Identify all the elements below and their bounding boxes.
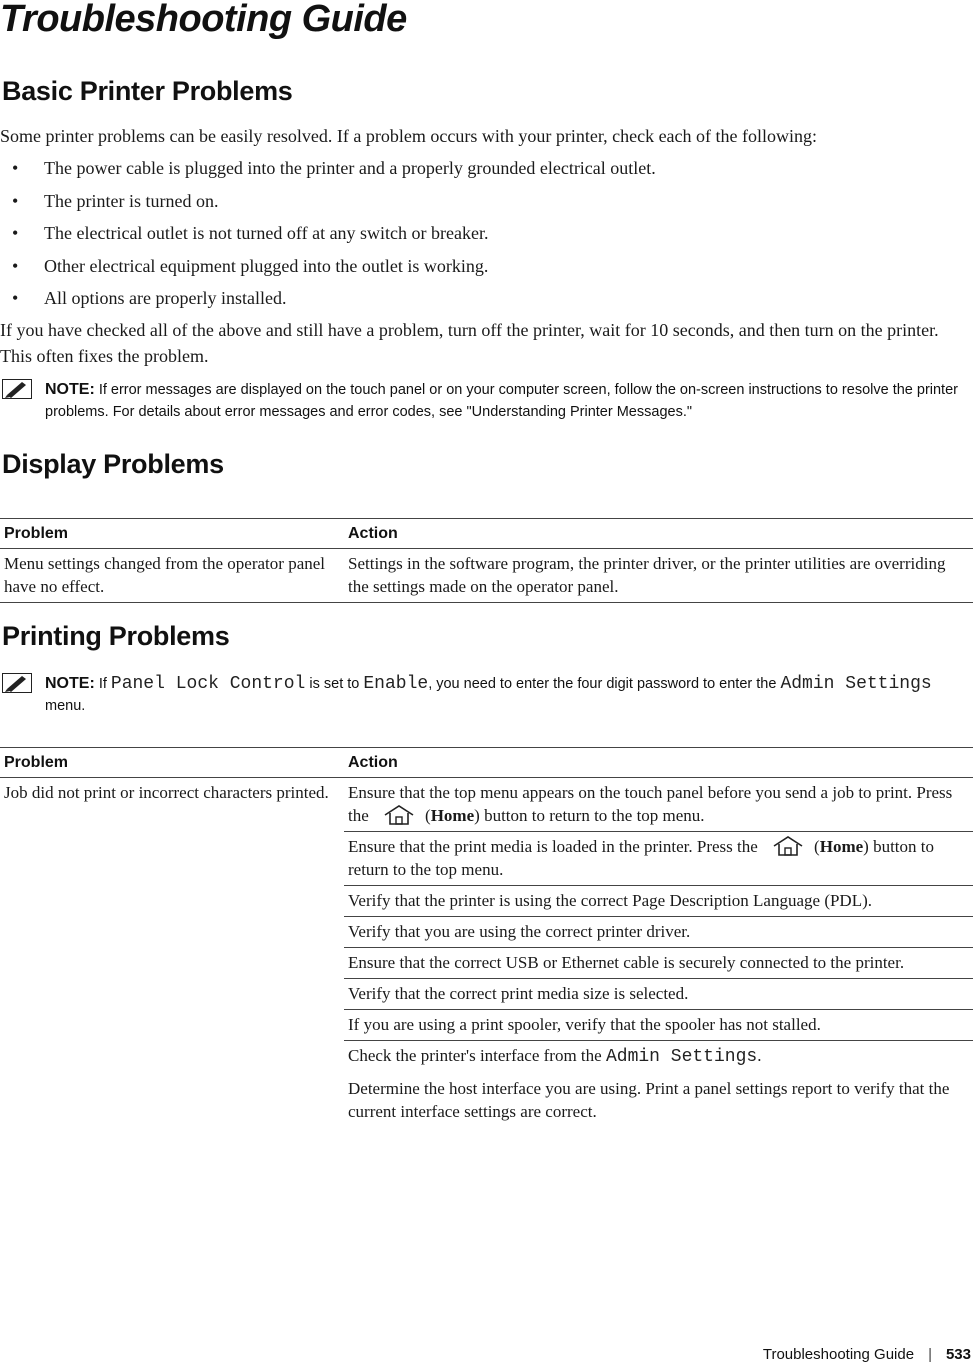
action-cell: Verify that the printer is using the correct Page Description Language (PDL).	[344, 886, 973, 917]
basic-followup: If you have checked all of the above and still have a problem, turn off the printer, wait for 10 seconds, and then turn on the printer. This often fixes the problem.	[0, 320, 939, 366]
column-header-action: Action	[344, 519, 973, 549]
menu-name-code: Admin Settings	[780, 674, 932, 694]
column-header-action: Action	[344, 748, 973, 778]
action-text: .	[757, 1046, 762, 1065]
list-item: • The printer is turned on.	[0, 187, 656, 220]
basic-intro: Some printer problems can be easily resolved. If a problem occurs with your printer, check each of the following:	[0, 126, 818, 146]
list-item: • The power cable is plugged into the printer and a properly grounded electrical outlet.	[0, 154, 656, 187]
footer-separator: |	[928, 1346, 932, 1363]
printing-note	[0, 673, 960, 717]
note-text: is set to	[309, 676, 360, 692]
note-text: If error messages are displayed on the touch panel or on your computer screen, follow the on-screen instructions to resolve the printer problems. For details about error messages and error codes, see "Understanding Printer Messages."	[45, 382, 958, 420]
action-text: Check the printer's interface from the	[348, 1046, 602, 1065]
problem-cell: Job did not print or incorrect characters printed.	[4, 783, 329, 802]
setting-name-code: Panel Lock Control	[110, 674, 306, 694]
action-text: Determine the host interface you are using. Print a panel settings report to verify that the current interface settings are correct.	[348, 1079, 950, 1121]
action-text: Ensure that the print media is loaded in the printer. Press the	[348, 837, 758, 856]
home-icon	[379, 804, 419, 826]
page-title: Troubleshooting Guide	[0, 0, 407, 40]
action-text: button to return to the top menu.	[484, 806, 705, 825]
page-footer	[763, 1346, 971, 1363]
action-cell: Verify that the correct print media size is selected.	[344, 979, 973, 1010]
note-text: menu.	[45, 698, 86, 714]
action-cell: Settings in the software program, the printer driver, or the printer utilities are overriding the settings made on the operator panel.	[344, 549, 973, 603]
note-pencil-icon	[2, 673, 32, 693]
action-cell: Ensure that the top menu appears on the touch panel before you send a job to print. Press the (Home) button to return to the top menu.	[344, 778, 973, 832]
list-item: • All options are properly installed.	[0, 284, 656, 317]
home-icon	[768, 835, 808, 857]
menu-name-code: Admin Settings	[605, 1047, 758, 1067]
action-cell: Ensure that the correct USB or Ethernet cable is securely connected to the printer.	[344, 948, 973, 979]
column-header-problem: Problem	[0, 519, 344, 549]
note-label: NOTE:	[45, 381, 95, 398]
footer-section-title: Troubleshooting Guide	[762, 1346, 915, 1363]
action-cell: Ensure that the print media is loaded in the printer. Press the (Home) button to return to the top menu.	[344, 832, 973, 886]
display-problems-table	[0, 518, 973, 603]
action-text: Ensure that the top menu appears on the touch panel before you send a job to print. Press the	[348, 783, 953, 825]
column-header-problem: Problem	[0, 748, 344, 778]
setting-value-code: Enable	[363, 674, 429, 694]
printing-problems-table	[0, 747, 973, 1127]
action-cell: Verify that you are using the correct printer driver.	[344, 917, 973, 948]
printing-problems-heading: Printing Problems	[2, 621, 230, 651]
note-pencil-icon	[2, 379, 32, 399]
note-text: , you need to enter the four digit password to enter the	[428, 676, 777, 692]
list-item: • The electrical outlet is not turned off at any switch or breaker.	[0, 219, 656, 252]
display-problems-heading: Display Problems	[2, 449, 224, 479]
action-cell: If you are using a print spooler, verify that the spooler has not stalled.	[344, 1010, 973, 1041]
list-item: • Other electrical equipment plugged into the outlet is working.	[0, 252, 656, 285]
basic-note	[0, 379, 960, 423]
table-row	[0, 549, 973, 603]
checklist	[0, 154, 656, 317]
basic-problems-heading: Basic Printer Problems	[2, 76, 293, 106]
action-cell	[344, 1041, 973, 1128]
action-text: button to return to the top menu.	[348, 837, 934, 879]
table-row	[0, 778, 973, 832]
page-number: 533	[945, 1346, 971, 1363]
home-button-label: Home	[819, 837, 864, 856]
note-label: NOTE:	[45, 675, 95, 692]
problem-cell: Menu settings changed from the operator panel have no effect.	[0, 549, 344, 603]
home-button-label: Home	[430, 806, 475, 825]
note-text: If	[98, 676, 107, 692]
